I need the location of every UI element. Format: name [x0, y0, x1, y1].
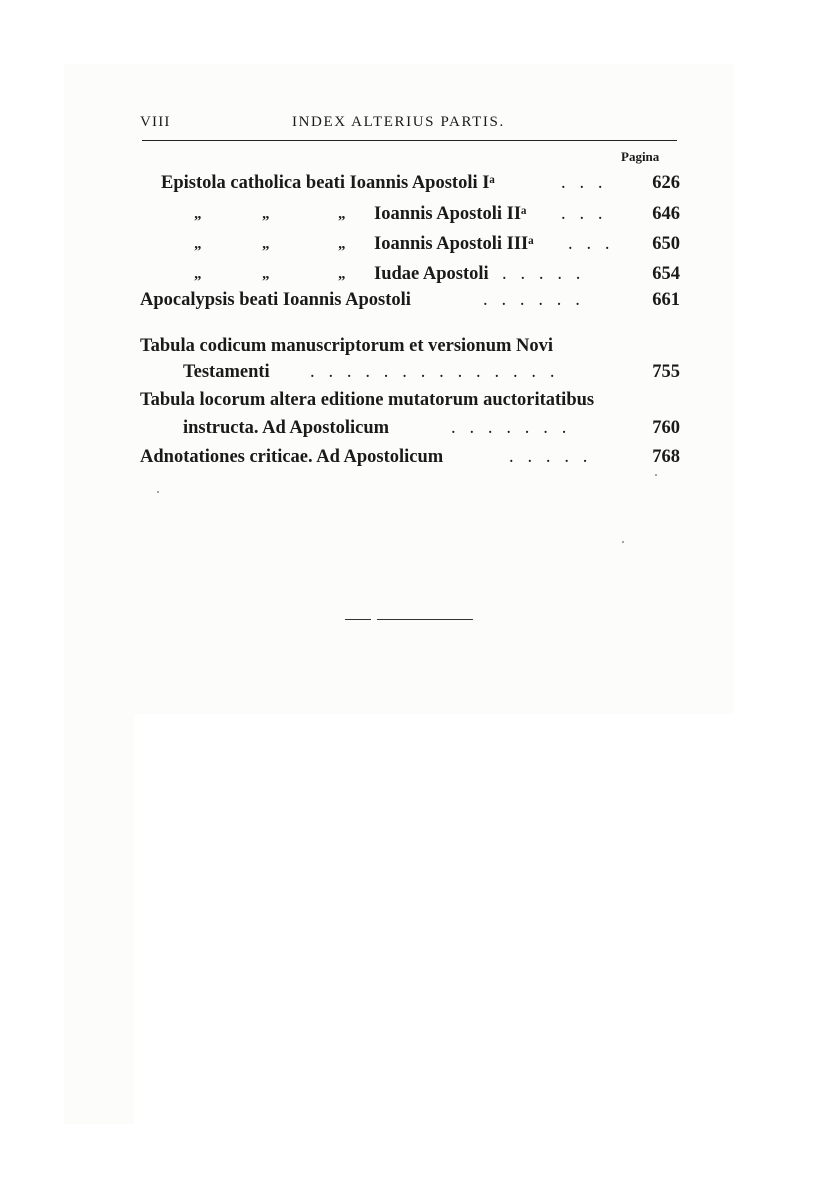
- index-page: [140, 110, 680, 467]
- closing-rule: [345, 619, 473, 620]
- index-entry: [140, 415, 680, 441]
- ditto-mark: „: [194, 206, 202, 222]
- ditto-mark: „: [338, 266, 346, 282]
- index-entry: [140, 333, 680, 359]
- entry-title: Ioannis Apostoli IIᵃ: [374, 204, 527, 224]
- entry-title: instructa. Ad Apostolicum: [183, 418, 390, 438]
- index-entry: [140, 287, 680, 313]
- entry-page-number: 755: [652, 362, 680, 382]
- page-numeral: VIII: [140, 114, 171, 130]
- index-entry: [140, 261, 680, 287]
- leader-dots: . . .: [561, 173, 608, 193]
- index-entry: [140, 201, 680, 227]
- index-entry: [140, 444, 680, 470]
- ditto-mark: „: [262, 206, 270, 222]
- entry-page-number: 626: [652, 173, 680, 193]
- ditto-mark: „: [194, 266, 202, 282]
- entry-title: Ioannis Apostoli IIIᵃ: [374, 234, 534, 254]
- entry-title: Tabula codicum manuscriptorum et versionum Novi: [140, 336, 554, 356]
- scan-background-margin: [64, 714, 134, 1124]
- running-title: INDEX ALTERIUS PARTIS.: [292, 114, 505, 130]
- entry-page-number: 654: [652, 264, 680, 284]
- ditto-mark: „: [338, 206, 346, 222]
- closing-rule-gap: [371, 617, 377, 622]
- ditto-mark: „: [262, 266, 270, 282]
- pagina-column-label: Pagina: [621, 149, 660, 164]
- entry-page-number: 646: [652, 204, 680, 224]
- index-entry: [140, 387, 680, 413]
- entry-title: Adnotationes criticae. Ad Apostolicum: [140, 447, 444, 467]
- entry-title: Testamenti: [183, 362, 270, 382]
- entry-page-number: 650: [652, 234, 680, 254]
- entry-page-number: 768: [652, 447, 680, 467]
- leader-dots: . . . . . .: [483, 290, 585, 310]
- entry-title: Epistola catholica beati Ioannis Apostoli Iᵃ: [161, 173, 495, 193]
- ditto-mark: „: [338, 236, 346, 252]
- entry-page-number: 661: [652, 290, 680, 310]
- entry-page-number: 760: [652, 418, 680, 438]
- leader-dots: . . . . . . .: [451, 418, 571, 438]
- scan-speck: [157, 491, 159, 493]
- index-entry: [140, 231, 680, 257]
- leader-dots: . . .: [568, 234, 615, 254]
- ditto-mark: „: [194, 236, 202, 252]
- leader-dots: . . . . . . . . . . . . . .: [310, 362, 560, 382]
- entry-title: Tabula locorum altera editione mutatorum auctoritatibus: [140, 390, 595, 410]
- header-rule: [142, 140, 677, 141]
- leader-dots: . . . . .: [502, 264, 586, 284]
- index-entry: [140, 359, 680, 385]
- entry-title: Apocalypsis beati Ioannis Apostoli: [140, 290, 411, 310]
- entry-title: Iudae Apostoli: [374, 264, 489, 284]
- ditto-mark: „: [262, 236, 270, 252]
- index-entry: [140, 170, 680, 196]
- scan-speck: [655, 474, 657, 476]
- page-header: [140, 110, 680, 134]
- leader-dots: . . .: [561, 204, 608, 224]
- scan-speck: [622, 541, 624, 543]
- leader-dots: . . . . .: [509, 447, 593, 467]
